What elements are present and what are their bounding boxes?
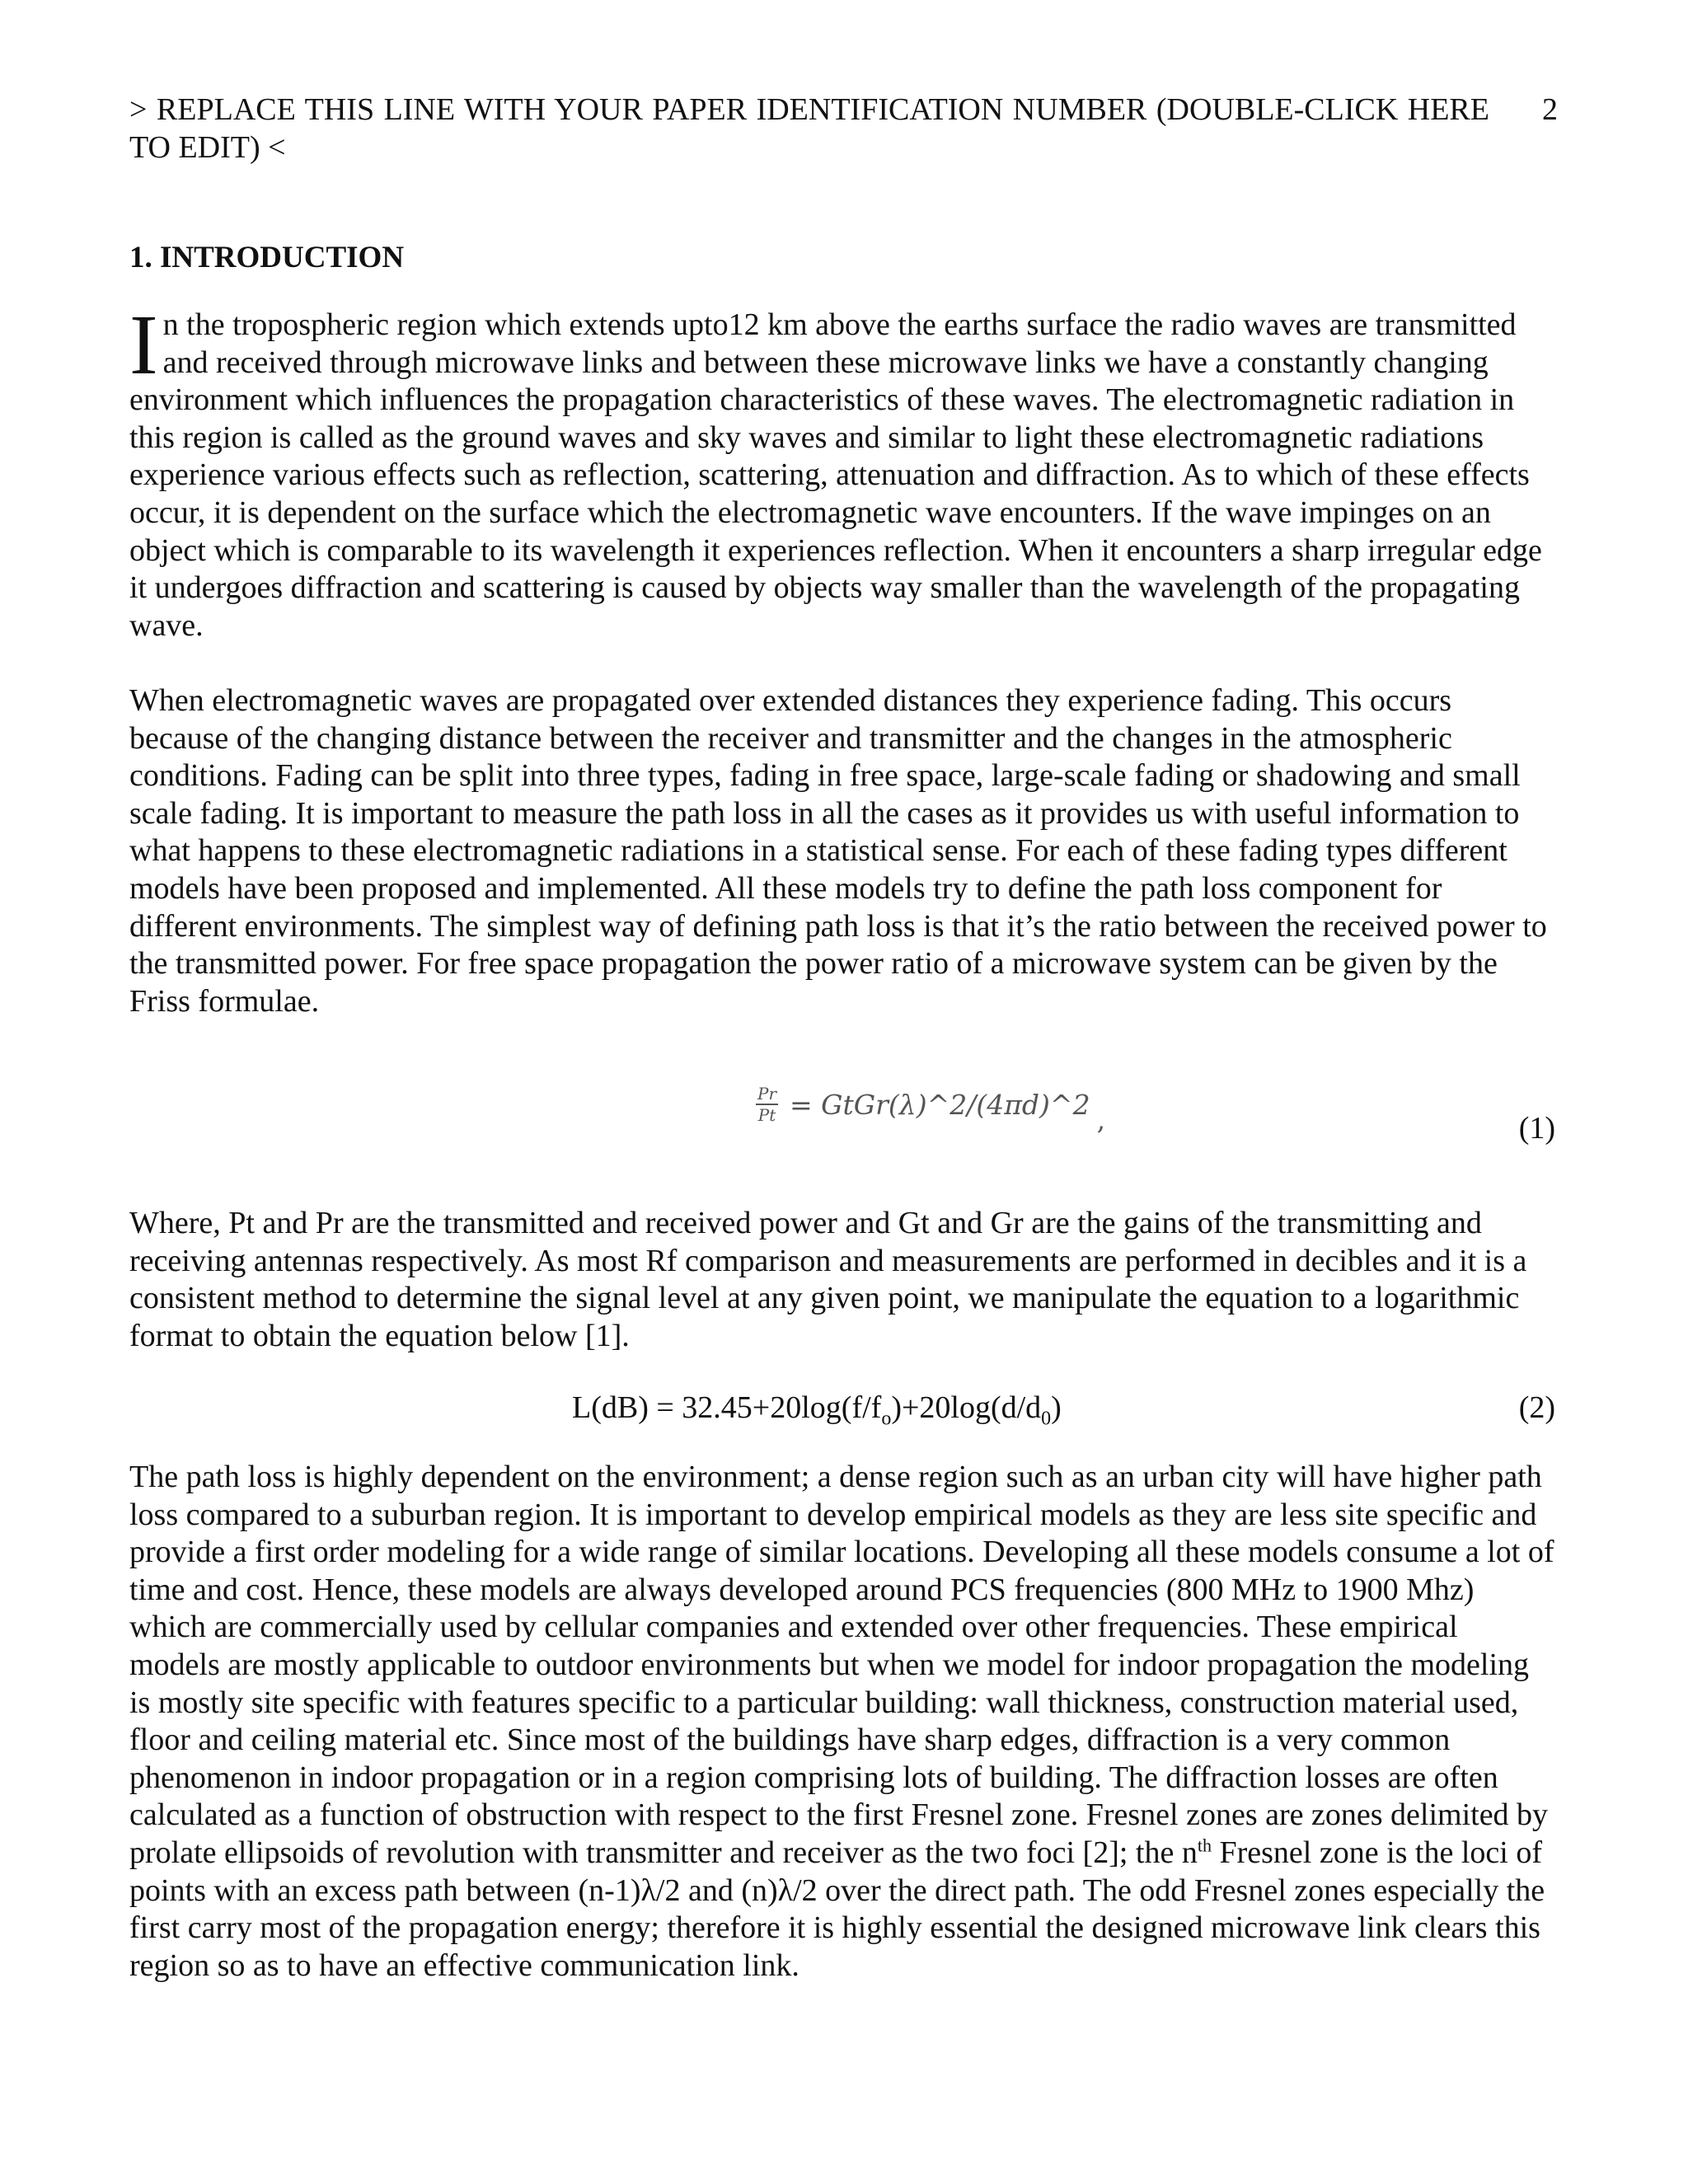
page-header	[129, 91, 1558, 166]
equation-1-rhs: = GtGr(λ)^2/(4πd)^2	[790, 1088, 1090, 1121]
paragraph-path-loss-text: Fresnel zone is the loci of points with an excess path between (n-1)λ/2 and (n)λ/2 over the direct path. The odd Fresnel zones especially the first carry most of the propagation energy; therefore it is highly essential the designed microwave link clears this region so as to have an effective communication link.	[129, 1835, 1545, 1983]
equation-1-numerator: Pr	[757, 1084, 777, 1104]
paragraph-path-loss	[129, 1459, 1555, 1985]
equation-2-subscript: 0	[1041, 1408, 1052, 1430]
equation-2-part: L(dB) = 32.45+20log(f/f	[572, 1390, 882, 1425]
page-number: 2	[1542, 92, 1558, 127]
equation-2-body	[572, 1390, 1062, 1430]
section-heading: 1. INTRODUCTION	[129, 241, 405, 274]
equation-1-body	[756, 1084, 1106, 1136]
equation-1-fraction	[756, 1084, 778, 1125]
equation-1	[129, 1084, 1555, 1150]
equation-2-subscript: o	[881, 1408, 892, 1430]
equation-2-number: (2)	[1518, 1390, 1555, 1425]
equation-2-part: )	[1051, 1390, 1062, 1425]
equation-1-comma: ,	[1096, 1103, 1106, 1136]
paragraph-intro-text: n the tropospheric region which extends upto12 km above the earths surface the radio waves are transmitted and received through microwave links and between these microwave links we have a constantly changing environment which influences the propagation characteristics of these waves. The electromagnetic radiation in this region is called as the ground waves and sky waves and similar to light these electromagnetic radiations experience various effects such as reflection, scattering, attenuation and diffraction. As to which of these effects occur, it is dependent on the surface which the electromagnetic wave encounters. If the wave impinges on an object which is comparable to its wavelength it experiences reflection. When it encounters a sharp irregular edge it undergoes diffraction and scattering is caused by objects way smaller than the wavelength of the propagating wave.	[129, 307, 1542, 643]
superscript-th: th	[1197, 1835, 1212, 1856]
paragraph-fading: When electromagnetic waves are propagated over extended distances they experience fading. This occurs because of the changing distance between the receiver and transmitter and the changes in the atmospheric conditions. Fading can be split into three types, fading in free space, large-scale fading or shadowing and small scale fading. It is important to measure the path loss in all the cases as it provides us with useful information to what happens to these electromagnetic radiations in a statistical sense. For each of these fading types different models have been proposed and implemented. All these models try to define the path loss component for different environments. The simplest way of defining path loss is that it’s the ratio between the received power to the transmitted power. For free space propagation the power ratio of a microwave system can be given by the Friss formulae.	[129, 683, 1547, 1019]
equation-1-number: (1)	[1518, 1111, 1555, 1146]
drop-cap: I	[129, 298, 158, 392]
equation-2-part: )+20log(d/d	[891, 1390, 1042, 1425]
paragraph-intro	[129, 298, 1555, 644]
paragraph-where: Where, Pt and Pr are the transmitted and received power and Gt and Gr are the gains of the transmitting and receiving antennas respectively. As most Rf comparison and measurements are performed in decibles and it is a consistent method to determine the signal level at any given point, we manipulate the equation to a logarithmic format to obtain the equation below [1].	[129, 1206, 1527, 1353]
header-placeholder-text: > REPLACE THIS LINE WITH YOUR PAPER IDENTIFICATION NUMBER (DOUBLE-CLICK HERE TO EDIT) <	[129, 92, 1489, 165]
equation-1-denominator: Pt	[757, 1105, 776, 1125]
paragraph-path-loss-text: The path loss is highly dependent on the environment; a dense region such as an urban city will have higher path loss compared to a suburban region. It is important to develop empirical models as they are less site specific and provide a first order modeling for a wide range of similar locations. Developing all these models consume a lot of time and cost. Hence, these models are always developed around PCS frequencies (800 MHz to 1900 Mhz) which are commercially used by cellular companies and extended over other frequencies. These empirical models are mostly applicable to outdoor environments but when we model for indoor propagation the modeling is mostly site specific with features specific to a particular building: wall thickness, construction material used, floor and ceiling material etc. Since most of the buildings have sharp edges, diffraction is a very common phenomenon in indoor propagation or in a region comprising lots of building. The diffraction losses are often calculated as a function of obstruction with respect to the first Fresnel zone. Fresnel zones are zones delimited by prolate ellipsoids of revolution with transmitter and receiver as the two foci [2]; the n	[129, 1460, 1554, 1870]
equation-2	[129, 1390, 1555, 1431]
